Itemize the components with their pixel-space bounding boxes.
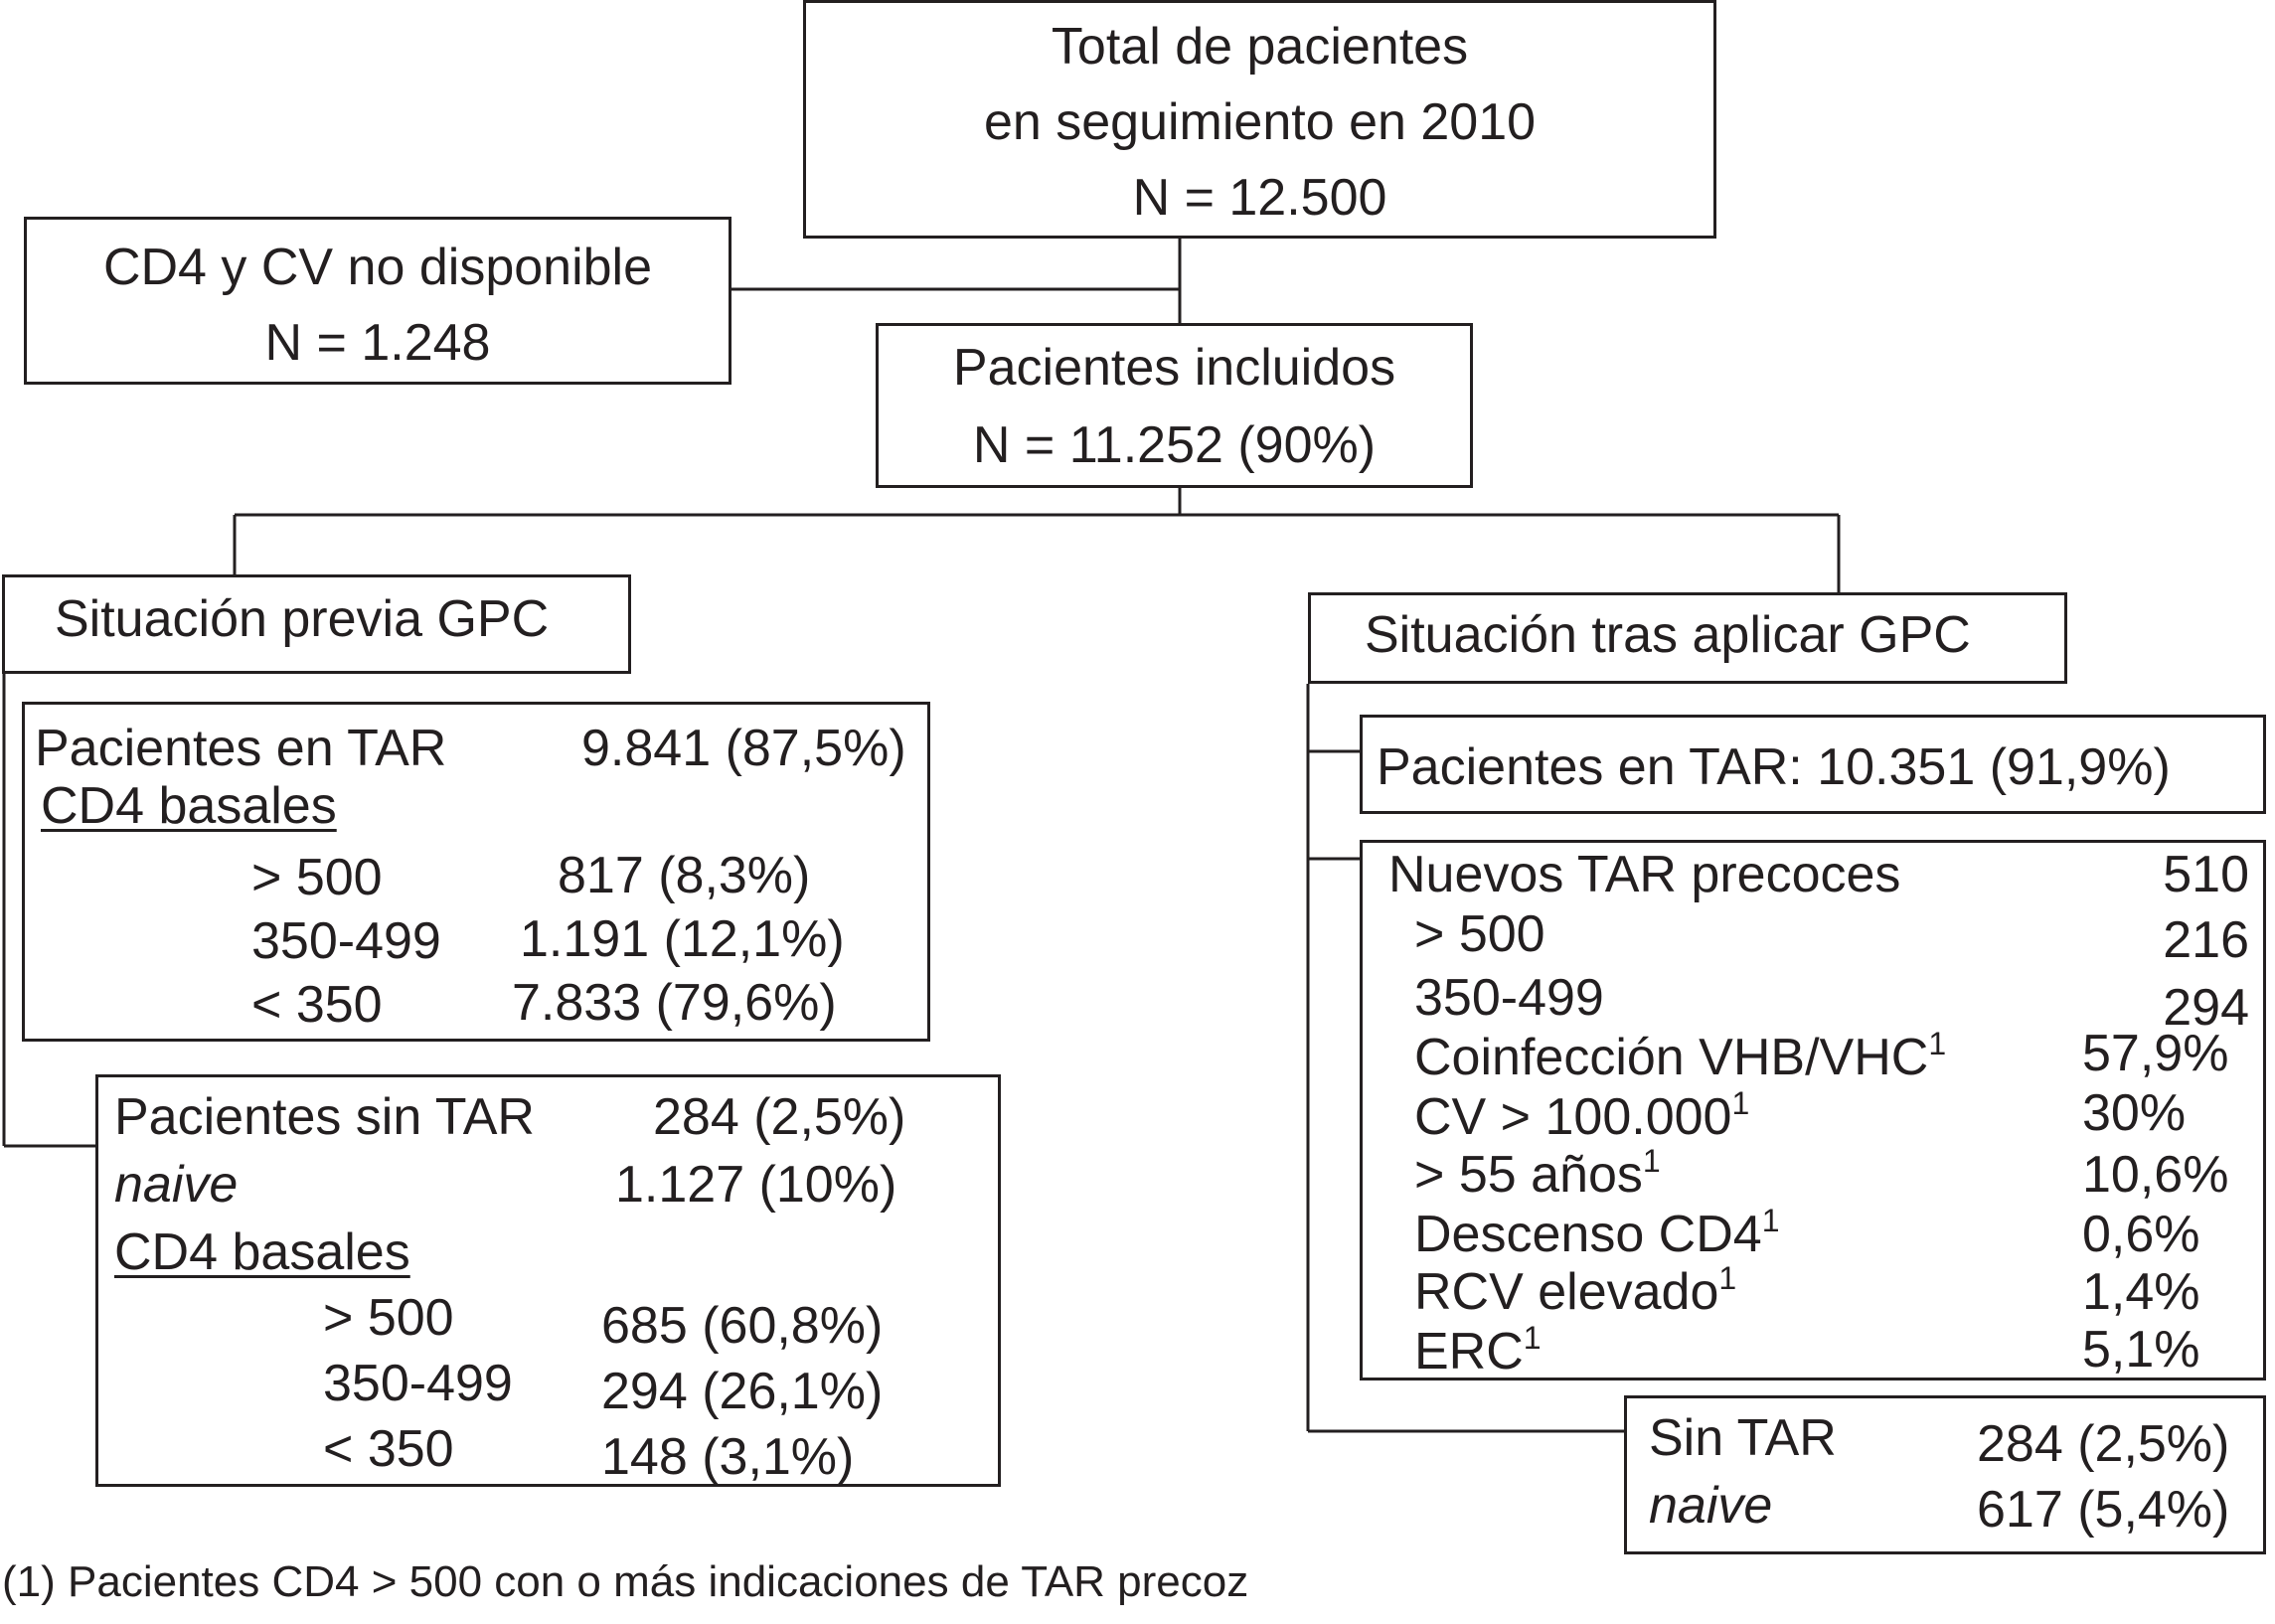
indication-6-value: 5,1%	[2082, 1321, 2200, 1379]
total-line-3: N = 12.500	[1132, 169, 1387, 227]
after-no-tar-box	[1624, 1395, 2266, 1554]
before-no-tar-row-2-label: 350-499	[323, 1355, 513, 1412]
before-no-tar-row-1-value: 685 (60,8%)	[601, 1297, 884, 1355]
before-tar-box	[22, 702, 930, 1042]
before-tar-cd4-label: CD4 basales	[41, 777, 337, 835]
after-no-tar-value: 284 (2,5%)	[1977, 1415, 2230, 1473]
excluded-line-2: N = 1.248	[264, 314, 491, 372]
new-tar-row-1-label: > 500	[1414, 905, 1545, 963]
total-patients-box	[803, 0, 1716, 239]
new-tar-row-2-label: 350-499	[1414, 969, 1604, 1027]
indication-2-label: CV > $100.000^1$	[1414, 1085, 1750, 1146]
before-naive-value: 1.127 (10%)	[615, 1156, 897, 1214]
indication-1-label: Coinfección VHB/VHC$^1$	[1414, 1026, 1947, 1086]
before-naive-label: naive	[114, 1156, 239, 1214]
before-no-tar-box	[95, 1074, 1001, 1487]
after-gpc-title: Situación tras aplicar GPC	[1365, 606, 1971, 664]
included-patients-box	[876, 323, 1473, 488]
indication-3-label: > 55 años$^1$	[1414, 1143, 1661, 1204]
before-no-tar-label: Pacientes sin TAR	[114, 1088, 535, 1146]
after-gpc-header	[1308, 592, 2067, 684]
indication-5-value: 1,4%	[2082, 1263, 2200, 1321]
before-no-tar-row-3-label: < 350	[323, 1420, 454, 1478]
before-tar-row-1-value: 817 (8,3%)	[558, 847, 811, 904]
indication-2-value: 30%	[2082, 1084, 2187, 1142]
indication-4-label: Descenso $CD4^1$	[1414, 1203, 1780, 1263]
before-tar-row-2-value: 1.191 (12,1%)	[520, 910, 845, 968]
before-no-tar-value: 284 (2,5%)	[653, 1088, 906, 1146]
after-tar-text: Pacientes en TAR: 10.351 (91,9%)	[1377, 738, 2171, 796]
before-tar-label: Pacientes en TAR	[35, 720, 447, 777]
before-tar-row-3-label: < 350	[251, 976, 383, 1034]
new-tar-row-1-value: 216	[2163, 911, 2249, 969]
indication-5-label: RCV elevado$^1$	[1414, 1260, 1737, 1321]
indication-3-value: 10,6%	[2082, 1146, 2229, 1204]
included-line-2: N = 11.252 (90%)	[972, 416, 1377, 474]
before-tar-row-3-value: 7.833 (79,6%)	[512, 974, 837, 1032]
after-no-tar-label: Sin TAR	[1649, 1409, 1837, 1467]
before-no-tar-row-3-value: 148 (3,1%)	[601, 1428, 855, 1486]
before-tar-row-2-label: 350-499	[251, 912, 441, 970]
included-line-1: Pacientes incluidos	[952, 339, 1396, 397]
before-no-tar-row-2-value: 294 (26,1%)	[601, 1363, 884, 1420]
after-new-tar-box	[1360, 840, 2266, 1380]
before-tar-value: 9.841 (87,5%)	[581, 720, 906, 777]
new-tar-value: 510	[2163, 846, 2249, 903]
excluded-line-1: CD4 y CV no disponible	[102, 239, 653, 296]
new-tar-row-2-value: 294	[2163, 979, 2249, 1037]
total-line-1: Total de pacientes	[1051, 18, 1469, 76]
before-no-tar-row-1-label: > 500	[323, 1289, 454, 1347]
after-naive-label: naive	[1649, 1477, 1773, 1535]
excluded-patients-box	[24, 217, 731, 385]
indication-1-value: 57,9%	[2082, 1025, 2229, 1082]
footnote: (1) Pacientes CD4 > 500 con o más indicaciones de TAR precoz	[2, 1557, 1249, 1606]
new-tar-label: Nuevos TAR precoces	[1388, 846, 1901, 903]
before-gpc-title: Situación previa GPC	[55, 590, 550, 648]
after-tar-box	[1360, 715, 2266, 814]
before-tar-row-1-label: > 500	[251, 849, 383, 906]
after-naive-value: 617 (5,4%)	[1977, 1481, 2230, 1539]
total-line-2: en seguimiento en 2010	[983, 93, 1537, 151]
indication-4-value: 0,6%	[2082, 1206, 2200, 1263]
indication-6-label: ERC$^1$	[1414, 1320, 1542, 1380]
before-gpc-header	[2, 574, 631, 674]
before-no-tar-cd4-label: CD4 basales	[114, 1223, 410, 1281]
